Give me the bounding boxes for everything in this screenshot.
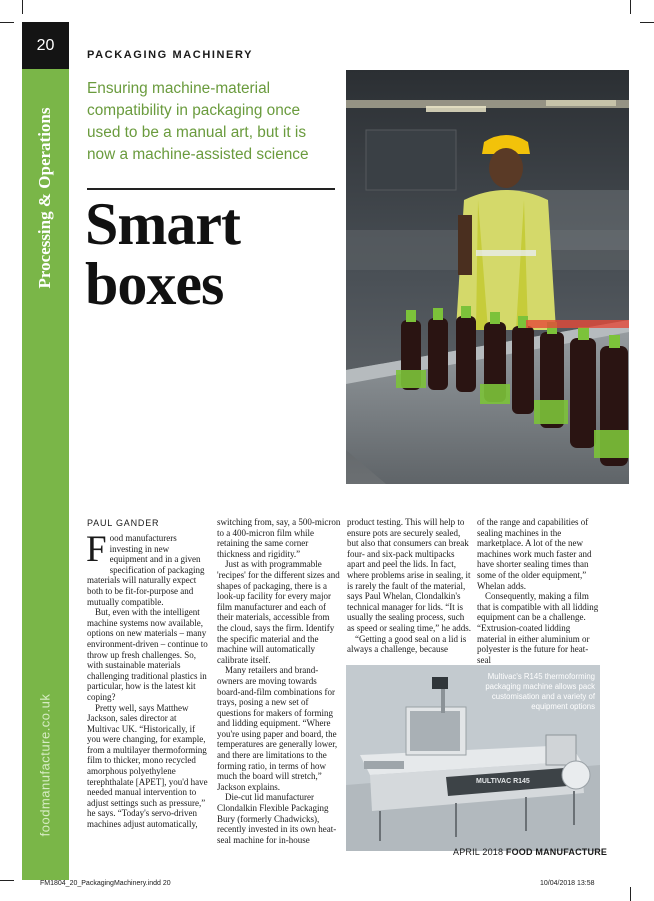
- article-column-3: [347, 517, 471, 655]
- article-column-1: [86, 529, 209, 830]
- photo-caption: Multivac's R145 thermoforming packaging machine allows pack customisation and a variety of equipment options: [485, 672, 595, 711]
- byline: PAUL GANDER: [87, 518, 160, 528]
- crop-mark: [640, 22, 654, 23]
- paragraph: switching from, say, a 500-micron to a 400-micron film while retaining the same corner thickness and rigidity.”: [217, 517, 341, 559]
- crop-mark: [630, 0, 631, 14]
- crop-mark: [22, 0, 23, 14]
- page-footer: [453, 847, 607, 857]
- crop-mark: [0, 880, 14, 881]
- paragraph: of the range and capabilities of sealing machines in the marketplace. A lot of the new machines work much faster and have shorter sealing times than some of the older equipment,” Whelan adds.: [477, 517, 592, 591]
- paragraph: ood manufacturers investing in new equipment and in a given specification of packaging materials will naturally expect both to be fit-for-purpose and mutually compatible.: [87, 533, 205, 607]
- magazine-title: FOOD MANUFACTURE: [505, 847, 608, 857]
- headline-rule: [87, 188, 335, 190]
- paragraph: “Getting a good seal on a lid is always a challenge, because: [347, 633, 467, 655]
- slug-time: 10/04/2018 13:58: [540, 880, 595, 887]
- section-vertical-label: Processing & Operations: [35, 106, 54, 289]
- drop-cap: F: [86, 529, 107, 570]
- article-column-4: [477, 517, 601, 665]
- site-vertical-label: foodmanufacture.co.uk: [37, 693, 53, 837]
- headline-line: Smart: [85, 191, 240, 257]
- crop-mark: [0, 22, 14, 23]
- paragraph: Consequently, making a film that is compatible with all lidding equipment can be a challenge. “Extrusion-coated lidding material in either aluminium or polyester is the future for heat-seal: [477, 591, 599, 665]
- factory-photo-image: [346, 70, 629, 484]
- crop-mark: [630, 887, 631, 901]
- issue-date: APRIL 2018: [453, 847, 504, 857]
- paragraph: product testing. This will help to ensure pots are securely sealed, but also that consumers can break four- and six-pack multipacks apart and peel the lids. In fact, where problems arise in sealing, it is rarely the fault of the material, says Paul Whelan, Clondalkin's technical manager for lids. “It is usually the sealing process, such as speed or sealing time,” he adds.: [347, 517, 471, 633]
- headline-line: boxes: [85, 251, 224, 317]
- section-label: PACKAGING MACHINERY: [87, 49, 254, 61]
- paragraph: Pretty well, says Matthew Jackson, sales director at Multivac UK. “Historically, if you were changing, for example, from a multilayer thermoforming film to thicker, mono recycled amorphous polyethylene terephthalate [APET], you'd have needed manual intervention to adjust settings such as pressure,” he says. “Today's servo-driven machines adjust automatically,: [87, 702, 208, 830]
- headline: [85, 191, 240, 317]
- slug-file: FM1804_20_PackagingMachinery.indd 20: [40, 880, 171, 887]
- page-number: 20: [22, 22, 69, 69]
- paragraph: But, even with the intelligent machine systems now available, options on new materials – many environment-driven – continue to throw up fresh challenges. So, with sustainable materials challenging traditional plastics in particular, how is the latest kit coping?: [87, 607, 208, 702]
- paragraph: Die-cut lid manufacturer Clondalkin Flexible Packaging Bury (formerly Chadwicks), recently invested in its own heat-seal machine for in-house: [217, 792, 337, 845]
- paragraph: Just as with programmable 'recipes' for the different sizes and shapes of packaging, there is a look-up facility for every major film manufacturer and each of their materials, accessible from the cloud, says the firm. Identify the specific material and the machine will automatically calibrate itself.: [217, 559, 340, 665]
- factory-photo: [346, 70, 629, 484]
- article-column-2: [217, 517, 341, 845]
- standfirst: Ensuring machine-material compatibility in packaging once used to be a manual art, but it is now a machine-assisted science: [87, 80, 309, 163]
- machine-brand-label: MULTIVAC R145: [476, 778, 530, 785]
- paragraph: Many retailers and brand-owners are moving towards board-and-film combinations for trays, posing a new set of questions for makers of forming and lidding equipment. “Where you're using paper and board, the temperatures are generally lower, and there are limitations to the forming ratio, in terms of how much the board will stretch,” Jackson explains.: [217, 665, 338, 792]
